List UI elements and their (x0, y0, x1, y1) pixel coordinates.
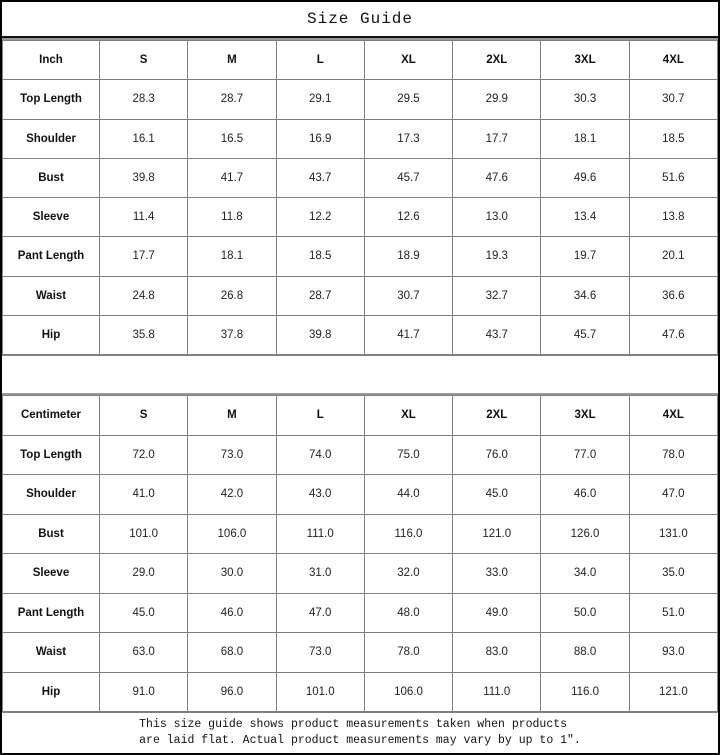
footer-note-line2: are laid flat. Actual product measurements may vary by up to 1″. (139, 734, 581, 747)
unit-header-cell: Inch (3, 41, 100, 80)
measurement-value: 49.0 (453, 593, 541, 633)
measurement-value: 17.3 (364, 119, 452, 158)
measurement-value: 77.0 (541, 435, 629, 475)
measurement-value: 13.4 (541, 198, 629, 237)
measurement-row-label: Shoulder (3, 119, 100, 158)
measurement-value: 32.7 (453, 276, 541, 315)
measurement-value: 35.8 (100, 315, 188, 354)
measurement-row (3, 633, 718, 673)
footer-note (2, 712, 718, 753)
measurement-value: 28.3 (100, 80, 188, 119)
measurement-value: 18.5 (276, 237, 364, 276)
table-spacer (2, 355, 718, 395)
measurement-value: 30.7 (629, 80, 717, 119)
measurement-value: 45.7 (541, 315, 629, 354)
inch-table-section (2, 38, 718, 355)
measurement-row-label: Pant Length (3, 593, 100, 633)
measurement-value: 16.5 (188, 119, 276, 158)
measurement-value: 30.3 (541, 80, 629, 119)
measurement-value: 13.8 (629, 198, 717, 237)
measurement-row (3, 80, 718, 119)
measurement-value: 101.0 (100, 514, 188, 554)
measurement-value: 43.7 (453, 315, 541, 354)
measurement-value: 11.8 (188, 198, 276, 237)
measurement-value: 12.2 (276, 198, 364, 237)
measurement-value: 111.0 (453, 672, 541, 712)
measurement-value: 42.0 (188, 475, 276, 515)
measurement-value: 78.0 (364, 633, 452, 673)
size-header-row (3, 41, 718, 80)
measurement-row (3, 119, 718, 158)
measurement-value: 39.8 (100, 158, 188, 197)
measurement-value: 47.6 (629, 315, 717, 354)
centimeter-table (2, 395, 718, 712)
measurement-value: 29.0 (100, 554, 188, 594)
measurement-value: 106.0 (188, 514, 276, 554)
measurement-value: 45.0 (100, 593, 188, 633)
measurement-value: 121.0 (453, 514, 541, 554)
measurement-value: 29.9 (453, 80, 541, 119)
measurement-row (3, 237, 718, 276)
measurement-value: 13.0 (453, 198, 541, 237)
measurement-value: 43.7 (276, 158, 364, 197)
measurement-row (3, 672, 718, 712)
measurement-row-label: Waist (3, 633, 100, 673)
measurement-value: 17.7 (453, 119, 541, 158)
measurement-value: 39.8 (276, 315, 364, 354)
measurement-value: 19.3 (453, 237, 541, 276)
measurement-value: 19.7 (541, 237, 629, 276)
measurement-value: 30.7 (364, 276, 452, 315)
measurement-value: 131.0 (629, 514, 717, 554)
measurement-value: 49.6 (541, 158, 629, 197)
measurement-value: 76.0 (453, 435, 541, 475)
footer-note-line1: This size guide shows product measurements taken when products (139, 718, 568, 731)
measurement-value: 88.0 (541, 633, 629, 673)
measurement-value: 16.1 (100, 119, 188, 158)
unit-header-cell: Centimeter (3, 396, 100, 436)
measurement-value: 116.0 (541, 672, 629, 712)
measurement-row (3, 435, 718, 475)
measurement-value: 17.7 (100, 237, 188, 276)
measurement-row (3, 475, 718, 515)
measurement-value: 50.0 (541, 593, 629, 633)
measurement-value: 111.0 (276, 514, 364, 554)
measurement-row-label: Hip (3, 672, 100, 712)
measurement-value: 126.0 (541, 514, 629, 554)
size-column-header: S (100, 396, 188, 436)
size-column-header: S (100, 41, 188, 80)
measurement-value: 34.6 (541, 276, 629, 315)
measurement-value: 28.7 (188, 80, 276, 119)
measurement-value: 18.1 (541, 119, 629, 158)
measurement-value: 74.0 (276, 435, 364, 475)
measurement-value: 101.0 (276, 672, 364, 712)
measurement-value: 24.8 (100, 276, 188, 315)
measurement-row (3, 158, 718, 197)
measurement-value: 106.0 (364, 672, 452, 712)
measurement-row-label: Shoulder (3, 475, 100, 515)
size-header-row (3, 396, 718, 436)
measurement-value: 47.6 (453, 158, 541, 197)
measurement-value: 29.5 (364, 80, 452, 119)
size-column-header: 4XL (629, 396, 717, 436)
measurement-value: 91.0 (100, 672, 188, 712)
measurement-row-label: Pant Length (3, 237, 100, 276)
measurement-value: 41.7 (188, 158, 276, 197)
measurement-value: 11.4 (100, 198, 188, 237)
measurement-value: 31.0 (276, 554, 364, 594)
measurement-value: 51.6 (629, 158, 717, 197)
measurement-value: 30.0 (188, 554, 276, 594)
size-column-header: 2XL (453, 396, 541, 436)
measurement-value: 41.7 (364, 315, 452, 354)
measurement-row-label: Waist (3, 276, 100, 315)
size-column-header: 3XL (541, 396, 629, 436)
size-column-header: L (276, 396, 364, 436)
measurement-value: 45.0 (453, 475, 541, 515)
measurement-row (3, 554, 718, 594)
measurement-value: 16.9 (276, 119, 364, 158)
measurement-value: 78.0 (629, 435, 717, 475)
measurement-value: 48.0 (364, 593, 452, 633)
measurement-value: 45.7 (364, 158, 452, 197)
measurement-value: 28.7 (276, 276, 364, 315)
measurement-value: 20.1 (629, 237, 717, 276)
measurement-value: 47.0 (276, 593, 364, 633)
measurement-value: 36.6 (629, 276, 717, 315)
size-column-header: 4XL (629, 41, 717, 80)
measurement-value: 33.0 (453, 554, 541, 594)
centimeter-table-section (2, 395, 718, 712)
measurement-value: 35.0 (629, 554, 717, 594)
measurement-value: 72.0 (100, 435, 188, 475)
measurement-value: 121.0 (629, 672, 717, 712)
measurement-row (3, 315, 718, 354)
measurement-value: 26.8 (188, 276, 276, 315)
measurement-value: 41.0 (100, 475, 188, 515)
measurement-value: 68.0 (188, 633, 276, 673)
measurement-value: 32.0 (364, 554, 452, 594)
measurement-row-label: Sleeve (3, 554, 100, 594)
size-column-header: M (188, 396, 276, 436)
size-column-header: 2XL (453, 41, 541, 80)
measurement-row-label: Top Length (3, 435, 100, 475)
size-column-header: XL (364, 41, 452, 80)
measurement-value: 73.0 (276, 633, 364, 673)
size-column-header: L (276, 41, 364, 80)
size-column-header: M (188, 41, 276, 80)
measurement-value: 18.5 (629, 119, 717, 158)
measurement-row (3, 514, 718, 554)
measurement-value: 83.0 (453, 633, 541, 673)
measurement-value: 34.0 (541, 554, 629, 594)
footer-note-text (139, 717, 581, 749)
measurement-value: 73.0 (188, 435, 276, 475)
measurement-value: 116.0 (364, 514, 452, 554)
measurement-value: 75.0 (364, 435, 452, 475)
measurement-row-label: Bust (3, 514, 100, 554)
measurement-value: 43.0 (276, 475, 364, 515)
measurement-row (3, 593, 718, 633)
measurement-row (3, 276, 718, 315)
inch-table (2, 40, 718, 355)
size-column-header: 3XL (541, 41, 629, 80)
measurement-value: 12.6 (364, 198, 452, 237)
measurement-value: 51.0 (629, 593, 717, 633)
measurement-value: 63.0 (100, 633, 188, 673)
measurement-row-label: Sleeve (3, 198, 100, 237)
page-title: Size Guide (2, 2, 718, 38)
measurement-value: 93.0 (629, 633, 717, 673)
measurement-value: 44.0 (364, 475, 452, 515)
size-column-header: XL (364, 396, 452, 436)
measurement-value: 29.1 (276, 80, 364, 119)
measurement-value: 46.0 (188, 593, 276, 633)
measurement-row-label: Hip (3, 315, 100, 354)
measurement-value: 18.1 (188, 237, 276, 276)
measurement-row-label: Bust (3, 158, 100, 197)
measurement-value: 37.8 (188, 315, 276, 354)
measurement-row-label: Top Length (3, 80, 100, 119)
measurement-value: 47.0 (629, 475, 717, 515)
measurement-value: 18.9 (364, 237, 452, 276)
measurement-row (3, 198, 718, 237)
measurement-value: 96.0 (188, 672, 276, 712)
measurement-value: 46.0 (541, 475, 629, 515)
